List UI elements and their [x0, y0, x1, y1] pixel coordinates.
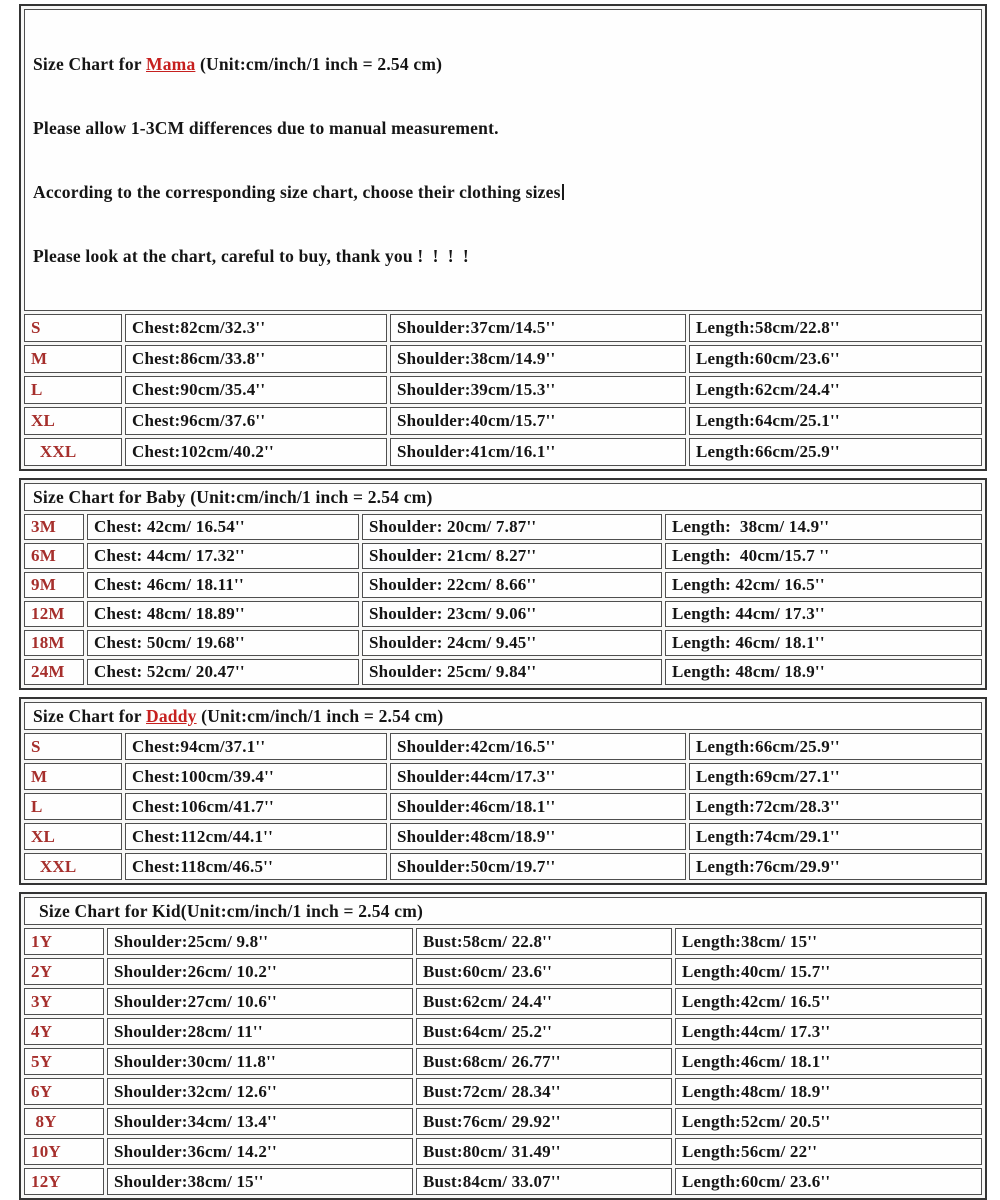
chest-cell: Chest: 52cm/ 20.47'' — [87, 659, 359, 685]
shoulder-cell: Shoulder: 25cm/ 9.84'' — [362, 659, 662, 685]
table-row — [24, 376, 982, 404]
table-row — [24, 733, 982, 760]
size-cell: 24M — [24, 659, 84, 685]
length-cell: Length:52cm/ 20.5'' — [675, 1108, 982, 1135]
chest-cell: Chest: 48cm/ 18.89'' — [87, 601, 359, 627]
table-row — [24, 958, 982, 985]
mama-notes-box — [24, 9, 982, 311]
mama-table — [21, 6, 985, 469]
table-row — [24, 572, 982, 598]
shoulder-cell: Shoulder:50cm/19.7'' — [390, 853, 686, 880]
table-row — [24, 763, 982, 790]
length-cell: Length:42cm/ 16.5'' — [675, 988, 982, 1015]
daddy-link[interactable]: Daddy — [146, 705, 197, 726]
size-cell: 18M — [24, 630, 84, 656]
length-cell: Length:38cm/ 15'' — [675, 928, 982, 955]
size-cell: 6M — [24, 543, 84, 569]
note-measurement: Please allow 1-3CM differences due to manual measurement. — [33, 118, 499, 138]
table-row — [24, 702, 982, 730]
length-cell: Length:58cm/22.8'' — [689, 314, 982, 342]
bust-cell: Bust:80cm/ 31.49'' — [416, 1138, 672, 1165]
chest-cell: Chest: 50cm/ 19.68'' — [87, 630, 359, 656]
table-row — [24, 438, 982, 466]
chest-cell: Chest:102cm/40.2'' — [125, 438, 387, 466]
shoulder-cell: Shoulder:42cm/16.5'' — [390, 733, 686, 760]
chest-cell: Chest:100cm/39.4'' — [125, 763, 387, 790]
size-cell: 2Y — [24, 958, 104, 985]
shoulder-cell: Shoulder:34cm/ 13.4'' — [107, 1108, 413, 1135]
bust-cell: Bust:68cm/ 26.77'' — [416, 1048, 672, 1075]
chest-cell: Chest:118cm/46.5'' — [125, 853, 387, 880]
table-row — [24, 853, 982, 880]
size-cell: S — [24, 314, 122, 342]
length-cell: Length:72cm/28.3'' — [689, 793, 982, 820]
kid-table — [21, 894, 985, 1198]
size-cell: XXL — [24, 853, 122, 880]
size-chart-section-kid — [19, 892, 987, 1200]
shoulder-cell: Shoulder:38cm/14.9'' — [390, 345, 686, 373]
shoulder-cell: Shoulder:38cm/ 15'' — [107, 1168, 413, 1195]
table-row — [24, 514, 982, 540]
size-cell: 12M — [24, 601, 84, 627]
table-row — [24, 823, 982, 850]
size-cell: XXL — [24, 438, 122, 466]
note-careful-buy: Please look at the chart, careful to buy, thank you ! ! ! ! — [33, 246, 469, 266]
size-cell: 4Y — [24, 1018, 104, 1045]
length-cell: Length: 48cm/ 18.9'' — [665, 659, 982, 685]
title-unit-text: (Unit:cm/inch/1 inch = 2.54 cm) — [195, 54, 443, 74]
table-row — [24, 1108, 982, 1135]
mama-link[interactable]: Mama — [146, 54, 196, 74]
table-row — [24, 1168, 982, 1195]
table-row — [24, 1078, 982, 1105]
table-row — [24, 314, 982, 342]
size-chart-page — [19, 4, 987, 1200]
size-cell: 9M — [24, 572, 84, 598]
mama-title — [33, 52, 973, 76]
length-cell: Length:44cm/ 17.3'' — [675, 1018, 982, 1045]
shoulder-cell: Shoulder:30cm/ 11.8'' — [107, 1048, 413, 1075]
daddy-title — [24, 702, 982, 730]
length-cell: Length: 46cm/ 18.1'' — [665, 630, 982, 656]
chest-cell: Chest:106cm/41.7'' — [125, 793, 387, 820]
size-cell: M — [24, 345, 122, 373]
length-cell: Length:66cm/25.9'' — [689, 733, 982, 760]
table-row — [24, 988, 982, 1015]
shoulder-cell: Shoulder: 22cm/ 8.66'' — [362, 572, 662, 598]
shoulder-cell: Shoulder: 21cm/ 8.27'' — [362, 543, 662, 569]
length-cell: Length: 38cm/ 14.9'' — [665, 514, 982, 540]
shoulder-cell: Shoulder:41cm/16.1'' — [390, 438, 686, 466]
size-cell: 3Y — [24, 988, 104, 1015]
table-row — [24, 630, 982, 656]
length-cell: Length:76cm/29.9'' — [689, 853, 982, 880]
table-row — [24, 897, 982, 925]
bust-cell: Bust:64cm/ 25.2'' — [416, 1018, 672, 1045]
shoulder-cell: Shoulder:40cm/15.7'' — [390, 407, 686, 435]
table-row — [24, 1018, 982, 1045]
chest-cell: Chest:96cm/37.6'' — [125, 407, 387, 435]
shoulder-cell: Shoulder: 23cm/ 9.06'' — [362, 601, 662, 627]
length-cell: Length:64cm/25.1'' — [689, 407, 982, 435]
shoulder-cell: Shoulder:39cm/15.3'' — [390, 376, 686, 404]
shoulder-cell: Shoulder:27cm/ 10.6'' — [107, 988, 413, 1015]
chest-cell: Chest: 44cm/ 17.32'' — [87, 543, 359, 569]
baby-title: Size Chart for Baby (Unit:cm/inch/1 inch = 2.54 cm) — [24, 483, 982, 511]
size-cell: 5Y — [24, 1048, 104, 1075]
length-cell: Length:46cm/ 18.1'' — [675, 1048, 982, 1075]
chest-cell: Chest:90cm/35.4'' — [125, 376, 387, 404]
bust-cell: Bust:58cm/ 22.8'' — [416, 928, 672, 955]
length-cell: Length: 40cm/15.7 '' — [665, 543, 982, 569]
note-choose-size-text: According to the corresponding size chart, choose their clothing sizes — [33, 182, 561, 202]
size-chart-section-baby — [19, 478, 987, 690]
size-chart-section-mama — [19, 4, 987, 471]
length-cell: Length:40cm/ 15.7'' — [675, 958, 982, 985]
chest-cell: Chest:82cm/32.3'' — [125, 314, 387, 342]
shoulder-cell: Shoulder:48cm/18.9'' — [390, 823, 686, 850]
size-cell: L — [24, 793, 122, 820]
length-cell: Length:62cm/24.4'' — [689, 376, 982, 404]
size-cell: 3M — [24, 514, 84, 540]
baby-table — [21, 480, 985, 688]
chest-cell: Chest:86cm/33.8'' — [125, 345, 387, 373]
size-cell: XL — [24, 407, 122, 435]
length-cell: Length: 44cm/ 17.3'' — [665, 601, 982, 627]
table-row — [24, 483, 982, 511]
size-cell: 1Y — [24, 928, 104, 955]
daddy-table — [21, 699, 985, 883]
length-cell: Length:60cm/23.6'' — [689, 345, 982, 373]
table-row — [24, 1138, 982, 1165]
size-cell: L — [24, 376, 122, 404]
size-cell: 8Y — [24, 1108, 104, 1135]
title-unit-text: (Unit:cm/inch/1 inch = 2.54 cm) — [196, 705, 444, 726]
table-row — [24, 345, 982, 373]
chest-cell: Chest: 46cm/ 18.11'' — [87, 572, 359, 598]
size-cell: S — [24, 733, 122, 760]
size-cell: 10Y — [24, 1138, 104, 1165]
shoulder-cell: Shoulder:25cm/ 9.8'' — [107, 928, 413, 955]
shoulder-cell: Shoulder: 20cm/ 7.87'' — [362, 514, 662, 540]
length-cell: Length:74cm/29.1'' — [689, 823, 982, 850]
size-cell: 12Y — [24, 1168, 104, 1195]
shoulder-cell: Shoulder: 24cm/ 9.45'' — [362, 630, 662, 656]
size-chart-section-daddy — [19, 697, 987, 885]
table-row — [24, 928, 982, 955]
size-cell: M — [24, 763, 122, 790]
chest-cell: Chest:94cm/37.1'' — [125, 733, 387, 760]
table-row — [24, 407, 982, 435]
table-row — [24, 1048, 982, 1075]
length-cell: Length:60cm/ 23.6'' — [675, 1168, 982, 1195]
size-cell: 6Y — [24, 1078, 104, 1105]
title-text: Size Chart for — [33, 54, 146, 74]
shoulder-cell: Shoulder:36cm/ 14.2'' — [107, 1138, 413, 1165]
length-cell: Length:56cm/ 22'' — [675, 1138, 982, 1165]
bust-cell: Bust:62cm/ 24.4'' — [416, 988, 672, 1015]
shoulder-cell: Shoulder:44cm/17.3'' — [390, 763, 686, 790]
shoulder-cell: Shoulder:46cm/18.1'' — [390, 793, 686, 820]
title-text: Size Chart for — [33, 705, 146, 726]
size-cell: XL — [24, 823, 122, 850]
length-cell: Length:69cm/27.1'' — [689, 763, 982, 790]
length-cell: Length:48cm/ 18.9'' — [675, 1078, 982, 1105]
length-cell: Length: 42cm/ 16.5'' — [665, 572, 982, 598]
chest-cell: Chest:112cm/44.1'' — [125, 823, 387, 850]
bust-cell: Bust:60cm/ 23.6'' — [416, 958, 672, 985]
table-row — [24, 9, 982, 311]
table-row — [24, 601, 982, 627]
table-row — [24, 543, 982, 569]
note-choose-size — [33, 180, 973, 204]
shoulder-cell: Shoulder:32cm/ 12.6'' — [107, 1078, 413, 1105]
length-cell: Length:66cm/25.9'' — [689, 438, 982, 466]
kid-title: Size Chart for Kid(Unit:cm/inch/1 inch = 2.54 cm) — [24, 897, 982, 925]
chest-cell: Chest: 42cm/ 16.54'' — [87, 514, 359, 540]
text-cursor — [562, 184, 564, 200]
bust-cell: Bust:84cm/ 33.07'' — [416, 1168, 672, 1195]
bust-cell: Bust:72cm/ 28.34'' — [416, 1078, 672, 1105]
shoulder-cell: Shoulder:28cm/ 11'' — [107, 1018, 413, 1045]
bust-cell: Bust:76cm/ 29.92'' — [416, 1108, 672, 1135]
table-row — [24, 793, 982, 820]
shoulder-cell: Shoulder:37cm/14.5'' — [390, 314, 686, 342]
table-row — [24, 659, 982, 685]
shoulder-cell: Shoulder:26cm/ 10.2'' — [107, 958, 413, 985]
